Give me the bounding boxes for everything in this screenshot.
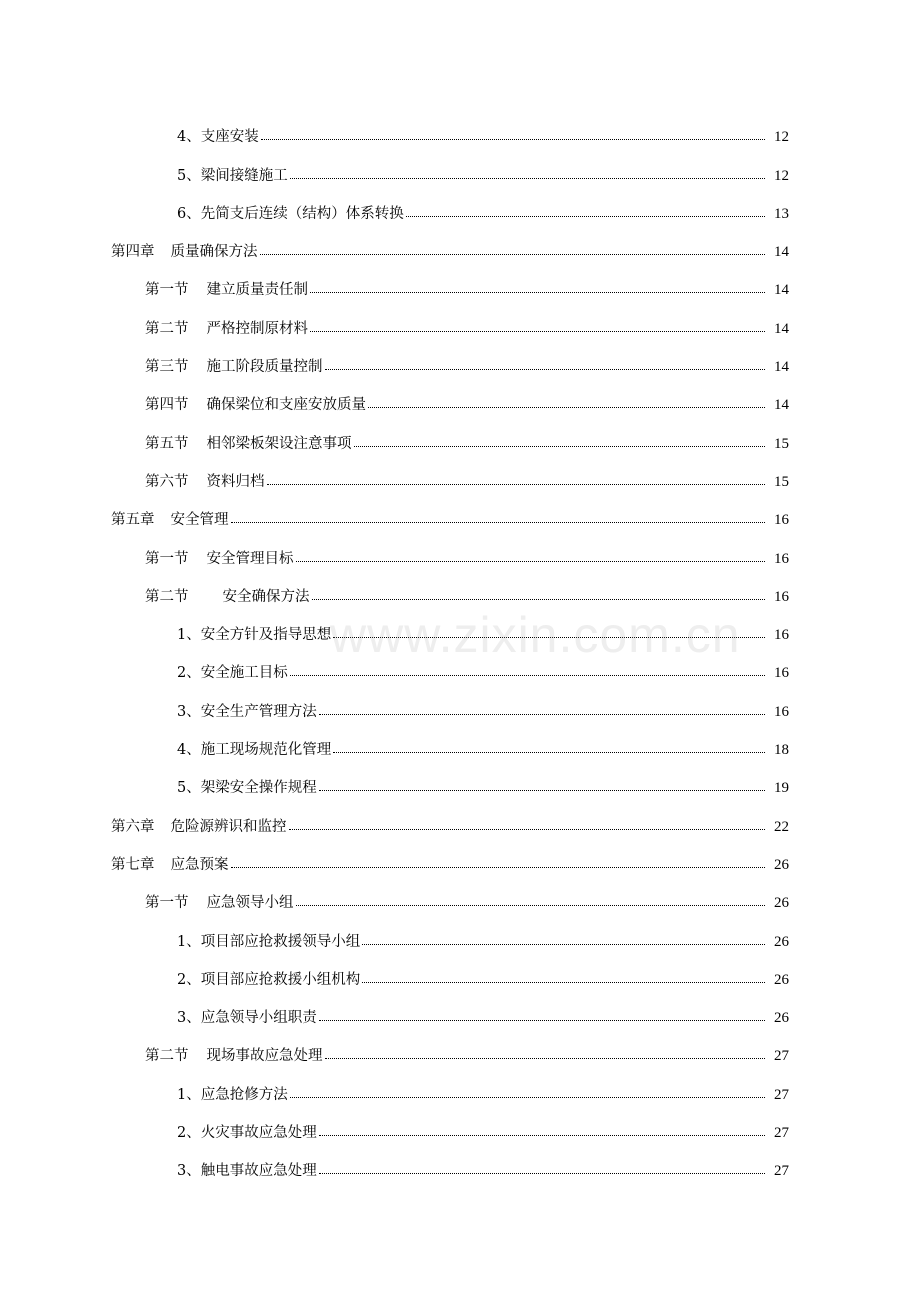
toc-dot-leader [319, 790, 765, 791]
toc-entry[interactable] [0, 495, 920, 533]
toc-entry[interactable] [0, 725, 920, 763]
toc-entry-number: 第七章 [111, 856, 155, 873]
toc-entry-number: 第二节 [145, 320, 189, 337]
toc-dot-leader [368, 407, 765, 408]
toc-page-number: 27 [774, 1048, 789, 1065]
toc-entry-title: 应急领导小组职责 [200, 1010, 317, 1027]
toc-entry-number: 第二节 [145, 1048, 189, 1065]
toc-dot-leader [290, 675, 765, 676]
toc-entry-title: 安全管理目标 [206, 550, 294, 567]
toc-entry[interactable] [0, 112, 920, 150]
toc-entry-number: 5、 [177, 167, 201, 184]
toc-dot-leader [267, 484, 766, 485]
toc-entry[interactable] [0, 763, 920, 801]
toc-entry-number: 第六节 [145, 473, 189, 490]
toc-entry[interactable] [0, 955, 920, 993]
toc-dot-leader [325, 369, 766, 370]
toc-entry-number: 3、 [177, 1163, 201, 1180]
toc-entry-title: 施工现场规范化管理 [200, 742, 332, 759]
toc-entry-title: 安全生产管理方法 [200, 703, 317, 720]
toc-page-number: 15 [774, 473, 789, 490]
toc-page-number: 14 [774, 397, 789, 414]
toc-entry-title: 应急预案 [170, 856, 229, 873]
toc-entry-title: 安全施工目标 [200, 665, 288, 682]
toc-entry-title: 相邻梁板架设注意事项 [206, 435, 352, 452]
toc-page-number: 12 [774, 129, 789, 146]
toc-dot-leader [310, 331, 765, 332]
toc-entry-title: 严格控制原材料 [206, 320, 308, 337]
toc-entry[interactable] [0, 227, 920, 265]
toc-page-number: 16 [774, 703, 789, 720]
toc-entry[interactable] [0, 457, 920, 495]
toc-page-number: 26 [774, 895, 789, 912]
toc-dot-leader [261, 139, 765, 140]
toc-entry-number: 第五章 [111, 512, 155, 529]
toc-dot-leader [319, 1173, 765, 1174]
toc-entry-title: 先简支后连续（结构）体系转换 [200, 205, 404, 222]
toc-entry-number: 第二节 [145, 588, 189, 605]
toc-entry[interactable] [0, 1069, 920, 1107]
toc-page-number: 18 [774, 742, 789, 759]
toc-entry-title: 支座安装 [200, 129, 259, 146]
toc-page-number: 16 [774, 512, 789, 529]
toc-entry-number: 6、 [177, 205, 201, 222]
toc-entry-title: 架梁安全操作规程 [200, 780, 317, 797]
toc-entry[interactable] [0, 993, 920, 1031]
toc-entry-number: 第五节 [145, 435, 189, 452]
toc-entry[interactable] [0, 801, 920, 839]
toc-entry[interactable] [0, 916, 920, 954]
toc-entry-number: 2、 [177, 665, 201, 682]
toc-page-number: 26 [774, 856, 789, 873]
toc-entry-title: 危险源辨识和监控 [170, 818, 287, 835]
toc-entry-title: 确保梁位和支座安放质量 [206, 397, 366, 414]
toc-entry[interactable] [0, 418, 920, 456]
toc-page-number: 16 [774, 665, 789, 682]
toc-dot-leader [231, 867, 766, 868]
toc-page-number: 27 [774, 1125, 789, 1142]
toc-entry-title: 梁间接缝施工 [200, 167, 288, 184]
toc-entry[interactable] [0, 265, 920, 303]
toc-dot-leader [362, 982, 765, 983]
toc-entry-title: 安全方针及指导思想 [200, 627, 332, 644]
toc-entry[interactable] [0, 878, 920, 916]
toc-entry-number: 2、 [177, 1125, 201, 1142]
toc-entry-title: 火灾事故应急处理 [200, 1125, 317, 1142]
toc-entry-number: 2、 [177, 971, 201, 988]
toc-entry[interactable] [0, 610, 920, 648]
toc-dot-leader [290, 178, 765, 179]
toc-page-number: 27 [774, 1086, 789, 1103]
toc-entry[interactable] [0, 1031, 920, 1069]
toc-dot-leader [310, 292, 765, 293]
toc-dot-leader [296, 561, 766, 562]
toc-dot-leader [289, 829, 766, 830]
toc-entry-title: 应急抢修方法 [200, 1086, 288, 1103]
toc-page-number: 15 [774, 435, 789, 452]
toc-page-number: 26 [774, 971, 789, 988]
toc-page-number: 26 [774, 933, 789, 950]
toc-page-number: 19 [774, 780, 789, 797]
toc-entry-title: 施工阶段质量控制 [206, 359, 323, 376]
toc-page-number: 12 [774, 167, 789, 184]
toc-entry[interactable] [0, 303, 920, 341]
toc-entry-number: 第六章 [111, 818, 155, 835]
toc-entry[interactable] [0, 1108, 920, 1146]
toc-page-number: 14 [774, 320, 789, 337]
toc-entry[interactable] [0, 840, 920, 878]
toc-page-number: 27 [774, 1163, 789, 1180]
toc-dot-leader [319, 714, 765, 715]
toc-entry[interactable] [0, 572, 920, 610]
toc-entry[interactable] [0, 189, 920, 227]
toc-entry-title: 应急领导小组 [206, 895, 294, 912]
toc-dot-leader [290, 1097, 765, 1098]
toc-entry-number: 第四节 [145, 397, 189, 414]
toc-dot-leader [296, 905, 766, 906]
toc-entry-number: 1、 [177, 627, 201, 644]
toc-entry-number: 1、 [177, 933, 201, 950]
toc-entry-title: 资料归档 [206, 473, 265, 490]
toc-dot-leader [406, 216, 765, 217]
toc-page-number: 22 [774, 818, 789, 835]
toc-dot-leader [260, 254, 766, 255]
watermark-text: www.zixin.com.cn [330, 607, 741, 663]
toc-entry-title: 现场事故应急处理 [206, 1048, 323, 1065]
toc-page-number: 14 [774, 359, 789, 376]
toc-entry-number: 1、 [177, 1086, 201, 1103]
toc-entry[interactable] [0, 380, 920, 418]
toc-entry[interactable] [0, 1146, 920, 1184]
toc-dot-leader [319, 1020, 765, 1021]
toc-dot-leader [362, 944, 765, 945]
toc-entry-number: 第一节 [145, 550, 189, 567]
toc-page-number: 26 [774, 1010, 789, 1027]
toc-entry-title: 项目部应抢救援领导小组 [200, 933, 361, 950]
toc-dot-leader [333, 637, 765, 638]
toc-entry-number: 第三节 [145, 359, 189, 376]
toc-entry-number: 5、 [177, 780, 201, 797]
toc-entry-number: 4、 [177, 129, 201, 146]
toc-entry-number: 第一节 [145, 282, 189, 299]
toc-entry-title: 安全管理 [170, 512, 229, 529]
toc-entry-title: 质量确保方法 [170, 244, 258, 261]
toc-page-number: 16 [774, 588, 789, 605]
toc-entry-number: 3、 [177, 1010, 201, 1027]
toc-entry[interactable] [0, 150, 920, 188]
toc-page-number: 16 [774, 550, 789, 567]
toc-entry-number: 4、 [177, 742, 201, 759]
toc-entry-number: 3、 [177, 703, 201, 720]
toc-page-number: 14 [774, 282, 789, 299]
toc-entry-title: 建立质量责任制 [206, 282, 308, 299]
toc-entry[interactable] [0, 648, 920, 686]
toc-entry-title: 触电事故应急处理 [200, 1163, 317, 1180]
toc-entry-number: 第一节 [145, 895, 189, 912]
toc-entry[interactable] [0, 686, 920, 724]
toc-entry-title: 安全确保方法 [222, 588, 310, 605]
toc-dot-leader [325, 1058, 766, 1059]
toc-page-number: 16 [774, 627, 789, 644]
toc-dot-leader [333, 752, 765, 753]
toc-entry-title: 项目部应抢救援小组机构 [200, 971, 361, 988]
toc-entry[interactable] [0, 533, 920, 571]
toc-page-number: 13 [774, 205, 789, 222]
toc-page-number: 14 [774, 244, 789, 261]
toc-dot-leader [312, 599, 766, 600]
toc-entry-number: 第四章 [111, 244, 155, 261]
table-of-contents [0, 112, 920, 1184]
toc-dot-leader [231, 522, 766, 523]
toc-entry[interactable] [0, 342, 920, 380]
toc-dot-leader [319, 1135, 765, 1136]
toc-dot-leader [354, 446, 766, 447]
